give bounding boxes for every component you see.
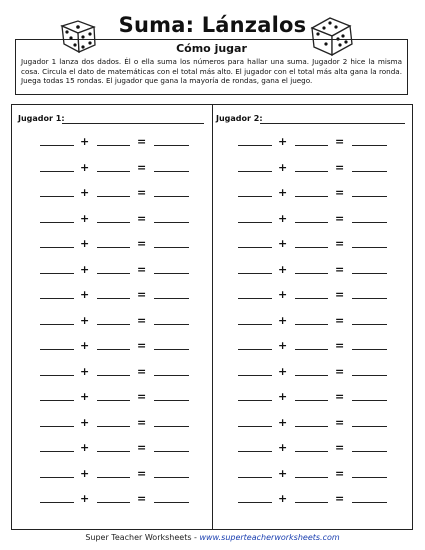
plus-sign: + bbox=[80, 135, 90, 148]
how-to-play-box bbox=[15, 39, 408, 95]
equals-sign: = bbox=[335, 492, 345, 505]
sum-blank[interactable] bbox=[154, 426, 189, 427]
addend-2-blank[interactable] bbox=[295, 400, 328, 401]
addend-2-blank[interactable] bbox=[97, 145, 130, 146]
addend-1-blank[interactable] bbox=[238, 426, 272, 427]
equals-sign: = bbox=[335, 390, 345, 403]
addend-2-blank[interactable] bbox=[97, 196, 130, 197]
sum-blank[interactable] bbox=[154, 222, 189, 223]
addend-1-blank[interactable] bbox=[40, 196, 74, 197]
addend-1-blank[interactable] bbox=[238, 247, 272, 248]
addend-1-blank[interactable] bbox=[40, 222, 74, 223]
plus-sign: + bbox=[278, 466, 288, 480]
sum-blank[interactable] bbox=[154, 273, 189, 274]
addend-2-blank[interactable] bbox=[295, 222, 328, 223]
addend-2-blank[interactable] bbox=[97, 171, 130, 172]
equation-row bbox=[238, 287, 398, 301]
equals-sign: = bbox=[137, 160, 147, 174]
plus-sign: + bbox=[80, 313, 90, 327]
addend-1-blank[interactable] bbox=[40, 273, 74, 274]
addend-1-blank[interactable] bbox=[40, 502, 74, 503]
equals-sign: = bbox=[335, 288, 345, 301]
equation-row bbox=[40, 185, 200, 199]
equation-row bbox=[238, 338, 398, 352]
equation-row bbox=[40, 364, 200, 378]
sum-blank[interactable] bbox=[352, 273, 387, 274]
equals-sign: = bbox=[137, 364, 147, 378]
equation-row bbox=[238, 185, 398, 199]
addend-2-blank[interactable] bbox=[295, 375, 328, 376]
equals-sign: = bbox=[335, 262, 345, 276]
worksheet-header bbox=[0, 10, 425, 40]
plus-sign: + bbox=[80, 237, 90, 250]
equation-row bbox=[40, 491, 200, 505]
addend-2-blank[interactable] bbox=[295, 426, 328, 427]
plus-sign: + bbox=[80, 364, 90, 378]
equation-row bbox=[238, 415, 398, 429]
equals-sign: = bbox=[137, 339, 147, 352]
addend-2-blank[interactable] bbox=[97, 375, 130, 376]
footer-site-link[interactable]: www.superteacherworksheets.com bbox=[199, 533, 340, 542]
sum-blank[interactable] bbox=[352, 171, 387, 172]
player-divider bbox=[212, 104, 213, 530]
addend-1-blank[interactable] bbox=[40, 247, 74, 248]
equation-row bbox=[238, 211, 398, 225]
addend-1-blank[interactable] bbox=[238, 477, 272, 478]
addend-2-blank[interactable] bbox=[97, 324, 130, 325]
plus-sign: + bbox=[80, 288, 90, 301]
plus-sign: + bbox=[278, 313, 288, 327]
equals-sign: = bbox=[335, 364, 345, 378]
equals-sign: = bbox=[137, 313, 147, 327]
sum-blank[interactable] bbox=[154, 375, 189, 376]
addend-2-blank[interactable] bbox=[295, 477, 328, 478]
sum-blank[interactable] bbox=[352, 451, 387, 452]
sum-blank[interactable] bbox=[352, 375, 387, 376]
addend-1-blank[interactable] bbox=[238, 298, 272, 299]
plus-sign: + bbox=[80, 339, 90, 352]
equals-sign: = bbox=[137, 262, 147, 276]
equation-row bbox=[238, 160, 398, 174]
addend-1-blank[interactable] bbox=[40, 477, 74, 478]
equation-row bbox=[238, 364, 398, 378]
sum-blank[interactable] bbox=[154, 196, 189, 197]
addend-2-blank[interactable] bbox=[97, 400, 130, 401]
addend-1-blank[interactable] bbox=[238, 196, 272, 197]
sum-blank[interactable] bbox=[154, 400, 189, 401]
equation-row bbox=[40, 287, 200, 301]
sum-blank[interactable] bbox=[154, 145, 189, 146]
sum-blank[interactable] bbox=[154, 171, 189, 172]
sum-blank[interactable] bbox=[154, 349, 189, 350]
addend-2-blank[interactable] bbox=[295, 145, 328, 146]
plus-sign: + bbox=[80, 390, 90, 403]
equals-sign: = bbox=[335, 441, 345, 454]
equation-row bbox=[40, 415, 200, 429]
addend-1-blank[interactable] bbox=[40, 145, 74, 146]
addend-2-blank[interactable] bbox=[97, 349, 130, 350]
plus-sign: + bbox=[278, 160, 288, 174]
addend-2-blank[interactable] bbox=[295, 247, 328, 248]
equals-sign: = bbox=[137, 441, 147, 454]
plus-sign: + bbox=[278, 186, 288, 199]
plus-sign: + bbox=[278, 262, 288, 276]
worksheet-title: Suma: Lánzalos bbox=[118, 13, 307, 37]
equation-row bbox=[238, 134, 398, 148]
sum-blank[interactable] bbox=[352, 298, 387, 299]
plus-sign: + bbox=[278, 237, 288, 250]
equals-sign: = bbox=[137, 492, 147, 505]
plus-sign: + bbox=[80, 492, 90, 505]
addend-1-blank[interactable] bbox=[238, 502, 272, 503]
addend-1-blank[interactable] bbox=[238, 222, 272, 223]
addend-1-blank[interactable] bbox=[40, 171, 74, 172]
equals-sign: = bbox=[137, 135, 147, 148]
addend-1-blank[interactable] bbox=[238, 324, 272, 325]
sum-blank[interactable] bbox=[154, 298, 189, 299]
how-to-play-text: Jugador 1 lanza dos dados. Él o ella suma los números para hallar una suma. Jugador 2 hice la misma cosa. Circula el dato de matemáticas con el total más alto. El jugador con el total más alta gana la ronda. Juega todas 15 rondas. El jugador que gana la mayoría de rondas, gana el juego. bbox=[21, 57, 402, 86]
plus-sign: + bbox=[278, 441, 288, 454]
addend-2-blank[interactable] bbox=[295, 298, 328, 299]
addend-2-blank[interactable] bbox=[97, 502, 130, 503]
equals-sign: = bbox=[335, 415, 345, 429]
plus-sign: + bbox=[80, 466, 90, 480]
player-2-label: Jugador 2: bbox=[216, 114, 263, 123]
equation-row bbox=[40, 440, 200, 454]
equation-row bbox=[238, 491, 398, 505]
addend-1-blank[interactable] bbox=[40, 349, 74, 350]
equals-sign: = bbox=[335, 466, 345, 480]
addend-2-blank[interactable] bbox=[97, 426, 130, 427]
plus-sign: + bbox=[80, 186, 90, 199]
sum-blank[interactable] bbox=[352, 145, 387, 146]
how-to-play-heading: Cómo jugar bbox=[176, 42, 247, 55]
addend-2-blank[interactable] bbox=[97, 273, 130, 274]
addend-2-blank[interactable] bbox=[295, 451, 328, 452]
player-1-name-field[interactable] bbox=[62, 123, 204, 124]
plus-sign: + bbox=[278, 390, 288, 403]
addend-2-blank[interactable] bbox=[97, 451, 130, 452]
plus-sign: + bbox=[278, 288, 288, 301]
addend-1-blank[interactable] bbox=[238, 273, 272, 274]
sum-blank[interactable] bbox=[352, 400, 387, 401]
addend-2-blank[interactable] bbox=[295, 273, 328, 274]
addend-1-blank[interactable] bbox=[238, 349, 272, 350]
equals-sign: = bbox=[335, 160, 345, 174]
equation-row bbox=[238, 466, 398, 480]
sum-blank[interactable] bbox=[352, 324, 387, 325]
addend-2-blank[interactable] bbox=[97, 247, 130, 248]
plus-sign: + bbox=[278, 415, 288, 429]
addend-1-blank[interactable] bbox=[238, 375, 272, 376]
equation-row bbox=[238, 440, 398, 454]
sum-blank[interactable] bbox=[352, 426, 387, 427]
equation-row bbox=[40, 338, 200, 352]
plus-sign: + bbox=[278, 339, 288, 352]
addend-2-blank[interactable] bbox=[295, 324, 328, 325]
addend-1-blank[interactable] bbox=[238, 171, 272, 172]
equals-sign: = bbox=[335, 339, 345, 352]
equation-row bbox=[40, 236, 200, 250]
addend-1-blank[interactable] bbox=[238, 451, 272, 452]
sum-blank[interactable] bbox=[154, 247, 189, 248]
equation-row bbox=[238, 389, 398, 403]
equals-sign: = bbox=[137, 186, 147, 199]
footer-brand: Super Teacher Worksheets - bbox=[85, 533, 200, 542]
addend-1-blank[interactable] bbox=[40, 426, 74, 427]
sum-blank[interactable] bbox=[154, 324, 189, 325]
sum-blank[interactable] bbox=[352, 349, 387, 350]
plus-sign: + bbox=[278, 492, 288, 505]
equation-row bbox=[238, 262, 398, 276]
equals-sign: = bbox=[137, 466, 147, 480]
plus-sign: + bbox=[80, 160, 90, 174]
addend-1-blank[interactable] bbox=[238, 145, 272, 146]
addend-1-blank[interactable] bbox=[238, 400, 272, 401]
sum-blank[interactable] bbox=[352, 502, 387, 503]
plus-sign: + bbox=[80, 415, 90, 429]
addend-2-blank[interactable] bbox=[97, 222, 130, 223]
equals-sign: = bbox=[335, 237, 345, 250]
plus-sign: + bbox=[278, 211, 288, 225]
addend-2-blank[interactable] bbox=[295, 349, 328, 350]
addend-2-blank[interactable] bbox=[295, 196, 328, 197]
sum-blank[interactable] bbox=[352, 247, 387, 248]
equation-row bbox=[238, 236, 398, 250]
equals-sign: = bbox=[335, 186, 345, 199]
player-2-name-field[interactable] bbox=[260, 123, 405, 124]
sum-blank[interactable] bbox=[154, 477, 189, 478]
player-1-label: Jugador 1: bbox=[18, 114, 65, 123]
plus-sign: + bbox=[278, 364, 288, 378]
sum-blank[interactable] bbox=[352, 196, 387, 197]
equation-row bbox=[40, 134, 200, 148]
addend-2-blank[interactable] bbox=[97, 477, 130, 478]
addend-1-blank[interactable] bbox=[40, 298, 74, 299]
addend-1-blank[interactable] bbox=[40, 375, 74, 376]
equals-sign: = bbox=[137, 415, 147, 429]
equation-row bbox=[40, 466, 200, 480]
plus-sign: + bbox=[80, 441, 90, 454]
plus-sign: + bbox=[80, 211, 90, 225]
addend-1-blank[interactable] bbox=[40, 324, 74, 325]
footer bbox=[0, 533, 425, 542]
plus-sign: + bbox=[278, 135, 288, 148]
addend-1-blank[interactable] bbox=[40, 400, 74, 401]
equals-sign: = bbox=[137, 211, 147, 225]
equals-sign: = bbox=[335, 211, 345, 225]
sum-blank[interactable] bbox=[352, 222, 387, 223]
equation-row bbox=[40, 389, 200, 403]
equals-sign: = bbox=[137, 288, 147, 301]
plus-sign: + bbox=[80, 262, 90, 276]
addend-1-blank[interactable] bbox=[40, 451, 74, 452]
equation-row bbox=[40, 160, 200, 174]
equation-row bbox=[40, 211, 200, 225]
equals-sign: = bbox=[335, 135, 345, 148]
addend-2-blank[interactable] bbox=[97, 298, 130, 299]
equals-sign: = bbox=[137, 237, 147, 250]
equation-row bbox=[40, 313, 200, 327]
sum-blank[interactable] bbox=[154, 451, 189, 452]
equation-row bbox=[238, 313, 398, 327]
equation-row bbox=[40, 262, 200, 276]
sum-blank[interactable] bbox=[154, 502, 189, 503]
equals-sign: = bbox=[335, 313, 345, 327]
addend-2-blank[interactable] bbox=[295, 502, 328, 503]
equals-sign: = bbox=[137, 390, 147, 403]
addend-2-blank[interactable] bbox=[295, 171, 328, 172]
sum-blank[interactable] bbox=[352, 477, 387, 478]
